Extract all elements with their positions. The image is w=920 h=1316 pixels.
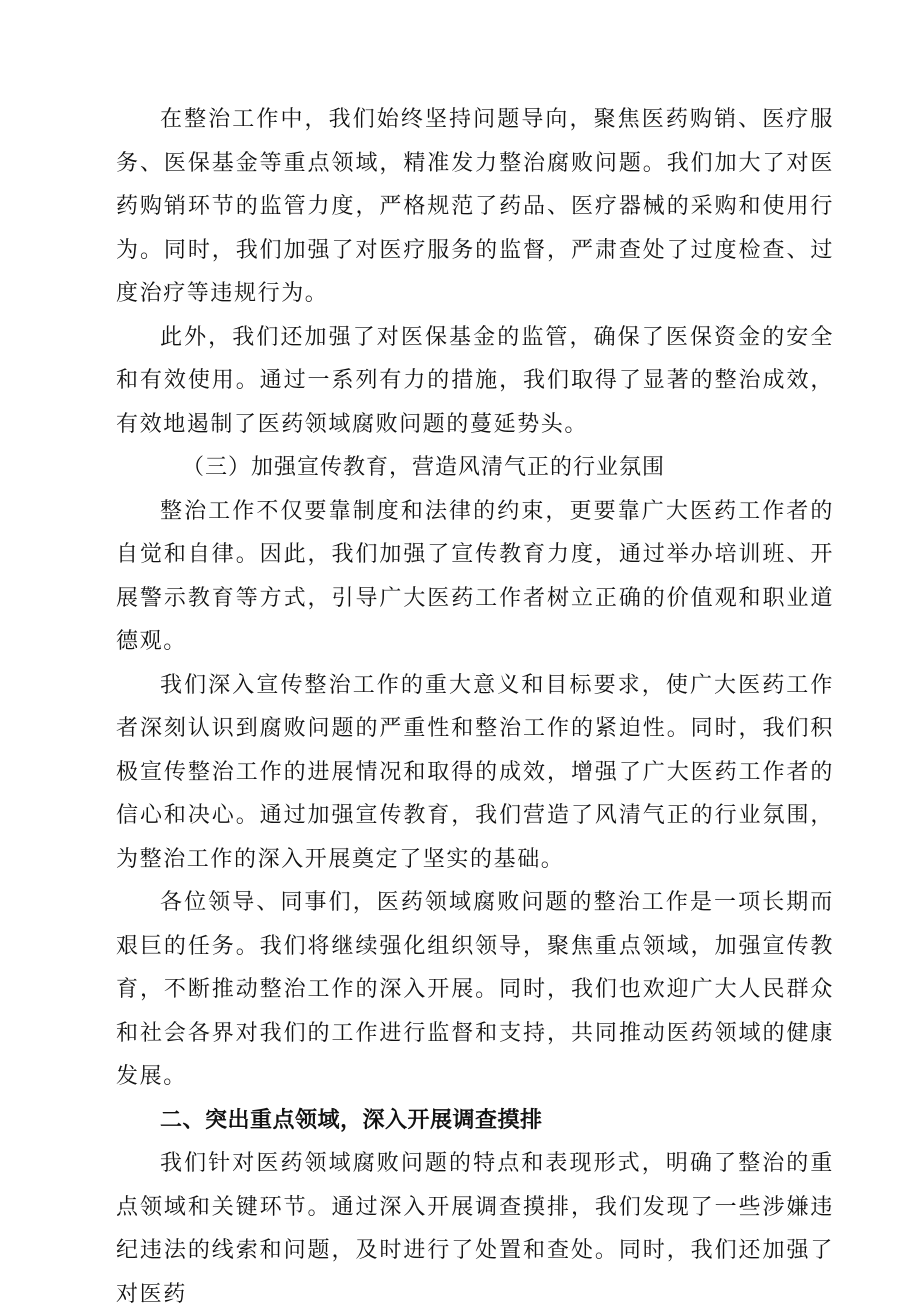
subheading-publicity-education: （三）加强宣传教育，营造风清气正的行业氛围 — [182, 455, 666, 480]
paragraph-medical-insurance-fund: 此外，我们还加强了对医保基金的监管，确保了医保资金的安全和有效使用。通过一系列有力的措施，我们取得了显著的整治成效，有效地遏制了医药领域腐败问题的蔓延势头。 — [116, 324, 834, 437]
paragraph-self-discipline: 整治工作不仅要靠制度和法律的约束，更要靠广大医药工作者的自觉和自律。因此，我们加强了宣传教育力度，通过举办培训班、开展警示教育等方式，引导广大医药工作者树立正确的价值观和职业道德观。 — [116, 498, 834, 654]
paragraph-publicity-significance: 我们深入宣传整治工作的重大意义和目标要求，使广大医药工作者深刻认识到腐败问题的严重性和整治工作的紧迫性。同时，我们积极宣传整治工作的进展情况和取得的成效，增强了广大医药工作者的信心和决心。通过加强宣传教育，我们营造了风清气正的行业氛围，为整治工作的深入开展奠定了坚实的基础。 — [116, 672, 834, 872]
paragraph-closing-remarks: 各位领导、同事们，医药领域腐败问题的整治工作是一项长期而艰巨的任务。我们将继续强化组织领导，聚焦重点领域，加强宣传教育，不断推动整治工作的深入开展。同时，我们也欢迎广大人民群众和社会各界对我们的工作进行监督和支持，共同推动医药领域的健康发展。 — [116, 890, 834, 1089]
paragraph-investigation: 我们针对医药领域腐败问题的特点和表现形式，明确了整治的重点领域和关键环节。通过深入开展调查摸排，我们发现了一些涉嫌违纪违法的线索和问题，及时进行了处置和查处。同时，我们还加强了对医药 — [116, 1151, 834, 1307]
section-heading-key-areas: 二、突出重点领域，深入开展调查摸排 — [160, 1107, 543, 1133]
paragraph-rectification-focus: 在整治工作中，我们始终坚持问题导向，聚焦医药购销、医疗服务、医保基金等重点领域，精准发力整治腐败问题。我们加大了对医药购销环节的监管力度，严格规范了药品、医疗器械的采购和使用行为。同时，我们加强了对医疗服务的监督，严肃查处了过度检查、过度治疗等违规行为。 — [116, 107, 834, 306]
document-body — [116, 98, 834, 1316]
